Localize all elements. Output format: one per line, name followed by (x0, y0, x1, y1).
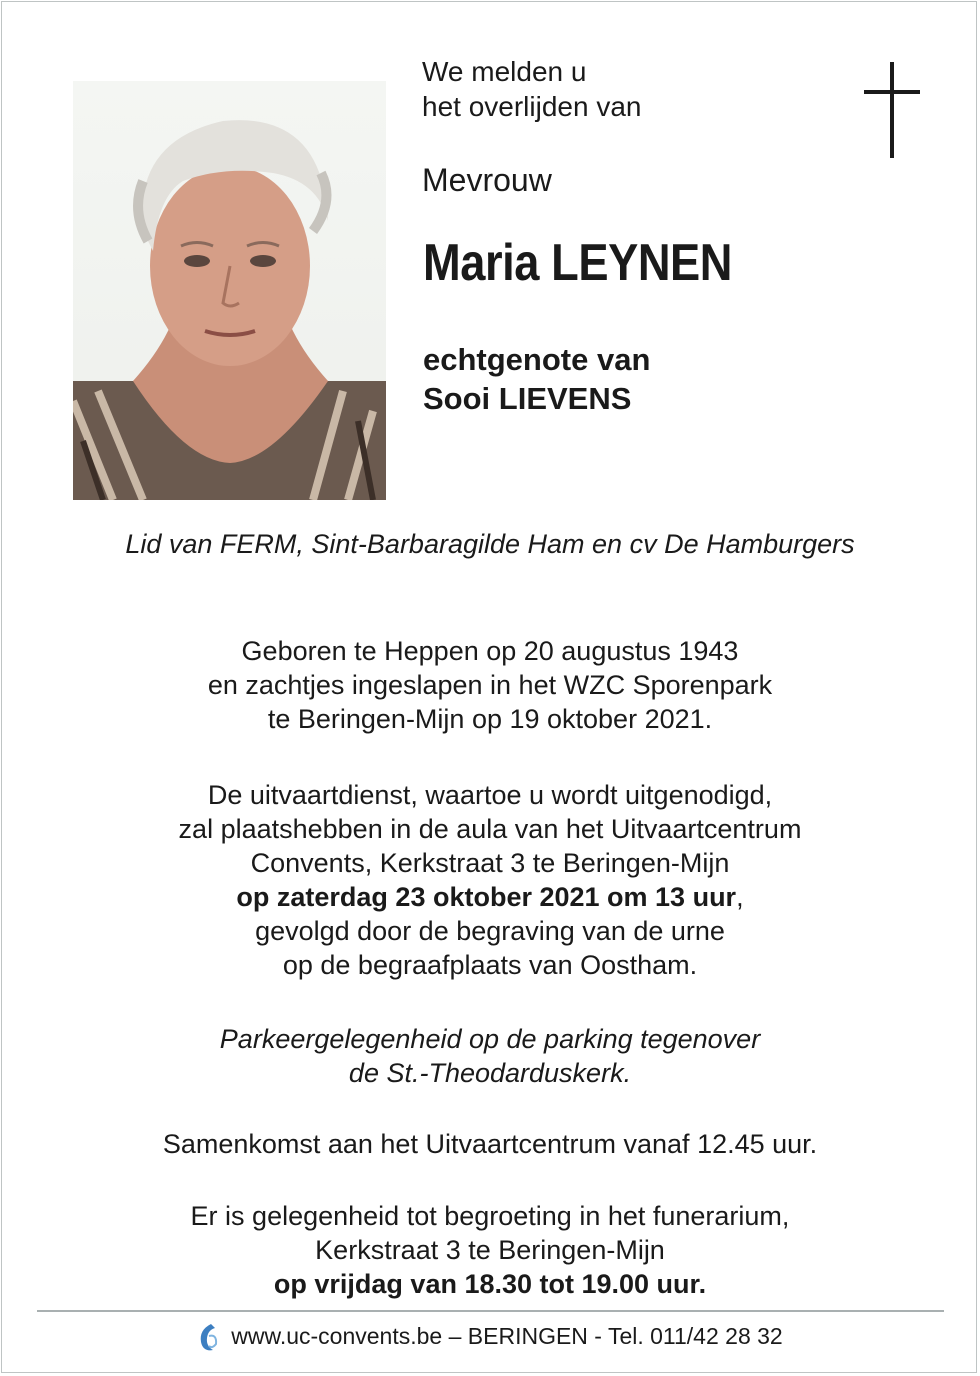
service-date-suffix: , (736, 882, 744, 912)
intro-text (422, 54, 641, 124)
service-date-line (0, 880, 980, 914)
portrait-photo (73, 81, 386, 500)
visitation-line: Kerkstraat 3 te Beringen-Mijn (315, 1235, 665, 1265)
service-line: Convents, Kerkstraat 3 te Beringen-Mijn (250, 848, 730, 878)
parking-line: Parkeergelegenheid op de parking tegenover (219, 1024, 761, 1054)
birth-line: en zachtjes ingeslapen in het WZC Sporenpark (207, 670, 773, 700)
visitation-line: Er is gelegenheid tot begroeting in het funerarium, (190, 1201, 790, 1231)
spouse-info (423, 340, 650, 418)
service-line: op de begraafplaats van Oostham. (282, 950, 698, 980)
portrait-illustration (73, 81, 386, 500)
salutation: Mevrouw (422, 162, 552, 198)
relation-line: echtgenote van (423, 342, 651, 377)
footer (0, 1318, 980, 1354)
meeting-line: Samenkomst aan het Uitvaartcentrum vanaf 12.45 uur. (162, 1129, 818, 1159)
deceased-name: Maria LEYNEN (423, 234, 733, 292)
visitation-block (0, 1199, 980, 1301)
visitation-time: op vrijdag van 18.30 tot 19.00 uur. (273, 1269, 707, 1299)
birth-death-block (0, 634, 980, 736)
service-line: gevolgd door de begraving van de urne (255, 916, 725, 946)
service-line: De uitvaartdienst, waartoe u wordt uitgenodigd, (207, 780, 773, 810)
footer-contact[interactable]: www.uc-convents.be – BERINGEN - Tel. 011/42 28 32 (231, 1323, 783, 1349)
service-date: op zaterdag 23 oktober 2021 om 13 uur (236, 882, 737, 912)
parking-line: de St.-Theodarduskerk. (348, 1058, 632, 1088)
service-block (0, 778, 980, 982)
intro-line: het overlijden van (422, 91, 642, 122)
spouse-name: Sooi LIEVENS (423, 381, 632, 416)
footer-divider (37, 1310, 944, 1312)
funeral-home-logo-icon (197, 1322, 219, 1354)
cross-icon (864, 62, 920, 158)
birth-line: Geboren te Heppen op 20 augustus 1943 (241, 636, 739, 666)
intro-line: We melden u (422, 56, 587, 87)
service-line: zal plaatshebben in de aula van het Uitvaartcentrum (178, 814, 802, 844)
membership-line: Lid van FERM, Sint-Barbaragilde Ham en cv De Hamburgers (125, 529, 855, 559)
parking-block (0, 1022, 980, 1090)
birth-line: te Beringen-Mijn op 19 oktober 2021. (267, 704, 713, 734)
